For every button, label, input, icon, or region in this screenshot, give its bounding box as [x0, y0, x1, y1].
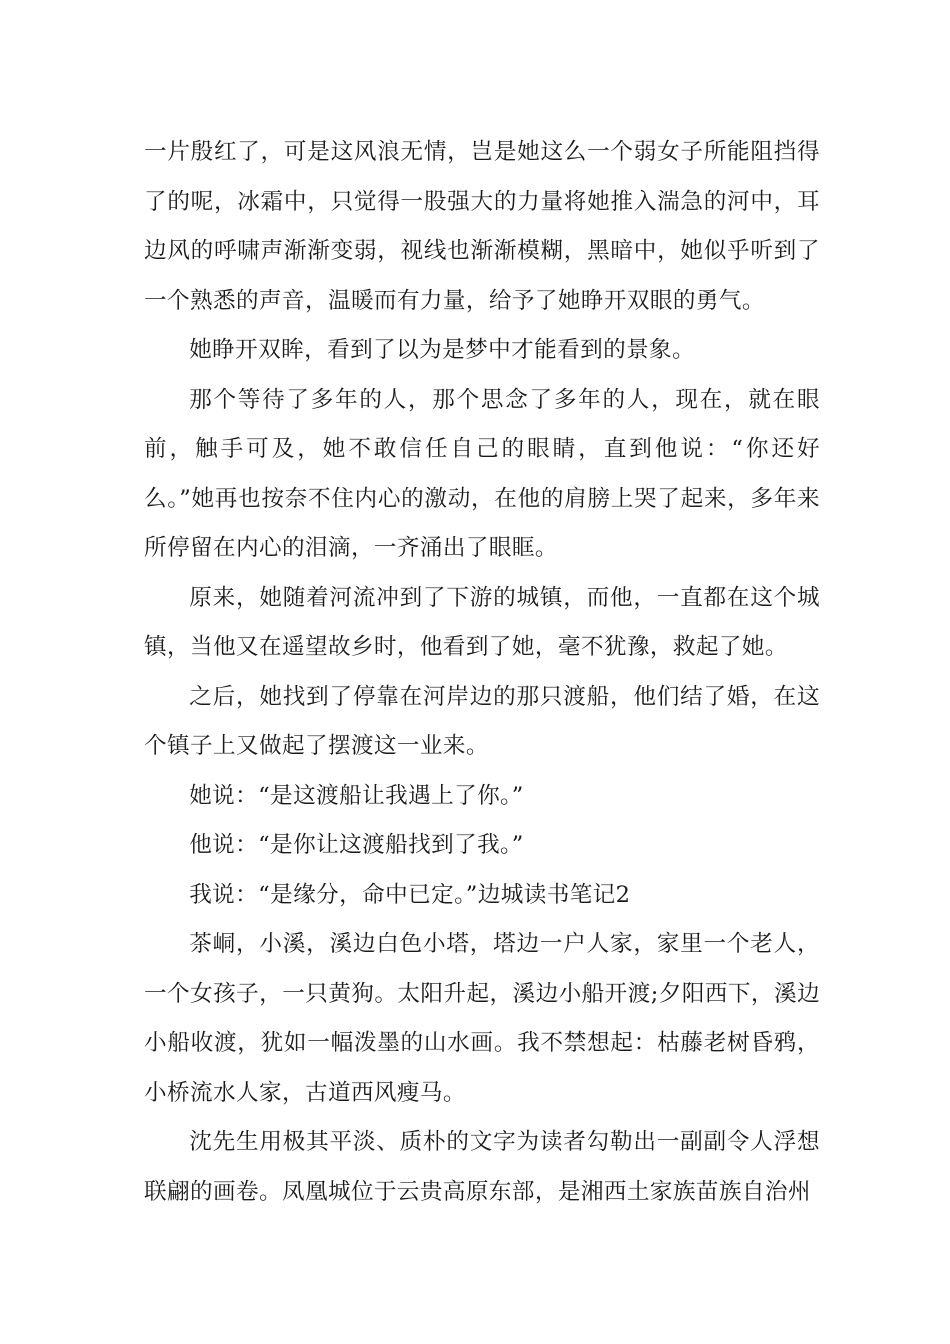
paragraph-6: 她说：“是这渡船让我遇上了你。” [189, 782, 524, 809]
paragraph-1: 一片殷红了，可是这风浪无情，岂是她这么一个弱女子所能阻挡得了的呢，冰霜中，只觉得一股强大的力量将她推入湍急的河中，耳边风的呼啸声渐渐变弱，视线也渐渐模糊，黑暗中，她似乎听到了一个熟悉的声音，温暖而有力量，给予了她睁开双眼的勇气。 [144, 139, 820, 314]
paragraph-3: 那个等待了多年的人，那个思念了多年的人，现在，就在眼前，触手可及，她不敢信任自己的眼睛，直到他说：“你还好么。”她再也按奈不住内心的激动，在他的肩膀上哭了起来，多年来所停留在内心的泪滴，一齐涌出了眼眶。 [144, 386, 820, 561]
paragraph-7: 他说：“是你让这渡船找到了我。” [189, 832, 524, 858]
paragraph-5: 之后，她找到了停靠在河岸边的那只渡船，他们结了婚，在这个镇子上又做起了摆渡这一业来。 [144, 683, 820, 759]
paragraph-8: 我说：“是缘分，命中已定。”边城读书笔记2 [189, 881, 631, 908]
paragraph-10: 沈先生用极其平淡、质朴的文字为读者勾勒出一副副令人浮想联翩的画卷。凤凰城位于云贵高原东部，是湘西土家族苗族自治州 [144, 1129, 820, 1205]
paragraph-2: 她睁开双眸，看到了以为是梦中才能看到的景象。 [189, 337, 696, 363]
document-body [144, 128, 820, 1217]
paragraph-4: 原来，她随着河流冲到了下游的城镇，而他，一直都在这个城镇，当他又在遥望故乡时，他看到了她，毫不犹豫，救起了她。 [144, 584, 820, 660]
paragraph-9: 茶峒，小溪，溪边白色小塔，塔边一户人家，家里一个老人，一个女孩子，一只黄狗。太阳升起，溪边小船开渡;夕阳西下，溪边小船收渡，犹如一幅泼墨的山水画。我不禁想起：枯藤老树昏鸦，小桥流水人家，古道西风瘦马。 [144, 931, 820, 1106]
